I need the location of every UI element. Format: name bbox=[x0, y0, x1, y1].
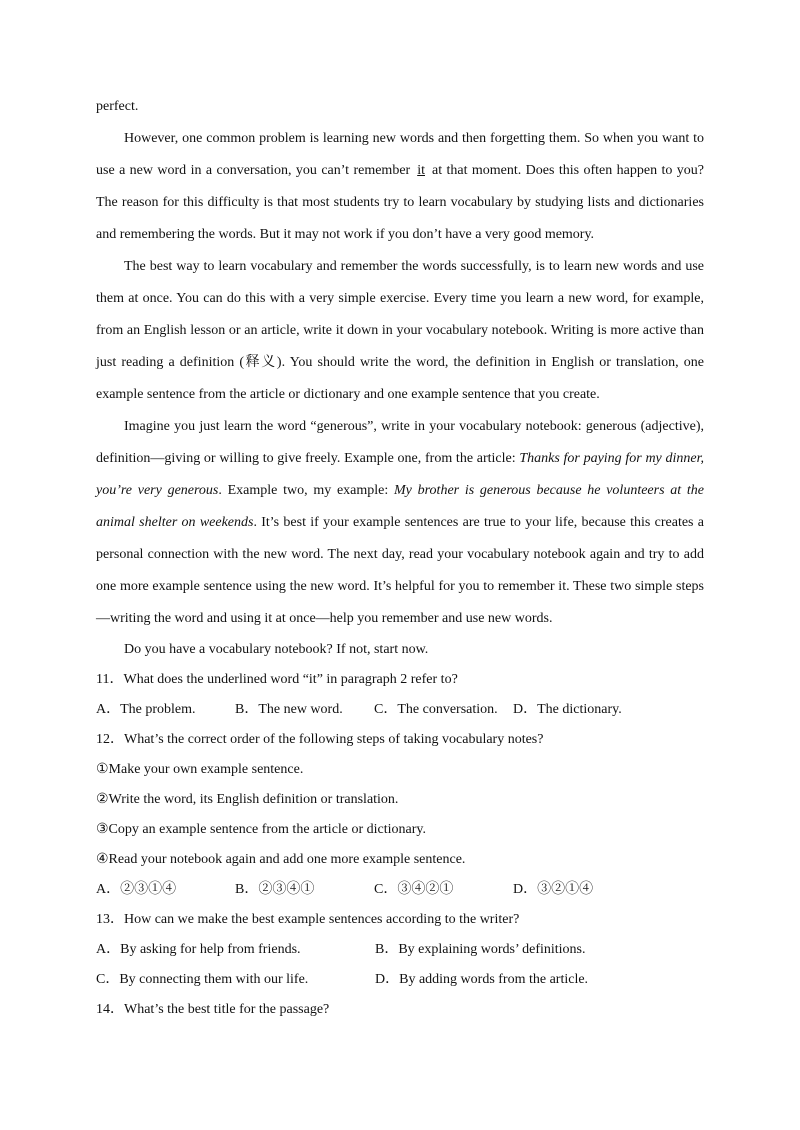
paragraph-2 bbox=[96, 123, 704, 251]
question-14-stem: 14．What’s the best title for the passage? bbox=[96, 1002, 330, 1017]
paragraph-5: Do you have a vocabulary notebook? If not, start now. bbox=[124, 642, 429, 657]
reading-passage bbox=[96, 96, 704, 1025]
question-12-option-c[interactable]: C．③④②① bbox=[374, 882, 454, 897]
question-12-option-b[interactable]: B．②③④① bbox=[235, 882, 315, 897]
question-12-step-3: ③Copy an example sentence from the article or dictionary. bbox=[96, 822, 427, 837]
paragraph-4-part-b: . Example two, my example: bbox=[218, 483, 395, 498]
paragraph-1-end: perfect. bbox=[96, 99, 139, 114]
question-13-options-row-2 bbox=[96, 965, 704, 995]
question-13-option-b[interactable]: B．By explaining words’ definitions. bbox=[375, 942, 586, 957]
question-13-option-a[interactable]: A．By asking for help from friends. bbox=[96, 942, 301, 957]
question-12-option-a[interactable]: A．②③①④ bbox=[96, 882, 177, 897]
question-13-stem: 13．How can we make the best example sentences according to the writer? bbox=[96, 912, 520, 927]
paragraph-4-part-c: . It’s best if your example sentences are true to your life, because this creates a personal connection with the new word. The next day, read your vocabulary notebook again and try to add one more example sentence using the new word. It’s helpful for you to remember it. These two simple steps —writing the word and using it at once—help you remember and use new words. bbox=[96, 515, 704, 626]
question-11-option-d[interactable]: D．The dictionary. bbox=[513, 702, 622, 717]
paragraph-3: The best way to learn vocabulary and remember the words successfully, is to learn new words and use them at once. You can do this with a very simple exercise. Every time you learn a new word, for example, from an English lesson or an article, write it down in your vocabulary notebook. Writing is more active than just reading a definition (释义). You should write the word, the definition in English or translation, one example sentence from the article or dictionary and one example sentence that you create. bbox=[96, 259, 704, 402]
question-13-option-d[interactable]: D．By adding words from the article. bbox=[375, 972, 589, 987]
underlined-word-it: it bbox=[417, 163, 425, 178]
question-11-stem: 11．What does the underlined word “it” in paragraph 2 refer to? bbox=[96, 672, 458, 687]
question-12-stem: 12．What’s the correct order of the following steps of taking vocabulary notes? bbox=[96, 732, 544, 747]
paragraph-2-part-a: However, one common problem is learning new words and then forgetting them. So when you want to use a new word in a conversation, you can’t remember bbox=[96, 131, 704, 178]
question-11-option-c[interactable]: C．The conversation. bbox=[374, 702, 498, 717]
question-12-option-d[interactable]: D．③②①④ bbox=[513, 882, 594, 897]
question-12-step-2: ②Write the word, its English definition or translation. bbox=[96, 792, 399, 807]
question-11-options bbox=[96, 695, 704, 725]
question-12-step-4: ④Read your notebook again and add one more example sentence. bbox=[96, 852, 466, 867]
question-12-step-1: ①Make your own example sentence. bbox=[96, 762, 304, 777]
paragraph-2-part-b: at that moment. Does this often happen to you? The reason for this difficulty is that most students try to learn vocabulary by studying lists and dictionaries and remembering the words. But it may not work if you don’t have a very good memory. bbox=[96, 163, 704, 242]
question-11-option-a[interactable]: A．The problem. bbox=[96, 702, 196, 717]
paragraph-4-part-a: Imagine you just learn the word “generous”, write in your vocabulary notebook: generous (adjective), definition—giving or willing to give freely. Example one, from the article: bbox=[96, 419, 704, 466]
question-11-option-b[interactable]: B．The new word. bbox=[235, 702, 343, 717]
example-sentence-two: My brother is generous because he volunteers at the animal shelter on weekends bbox=[96, 483, 704, 530]
question-13-option-c[interactable]: C．By connecting them with our life. bbox=[96, 972, 309, 987]
paragraph-4 bbox=[96, 411, 704, 635]
example-sentence-one: Thanks for paying for my dinner, you’re very generous bbox=[96, 451, 704, 498]
question-13-options-row-1 bbox=[96, 935, 704, 965]
question-12-options bbox=[96, 875, 704, 905]
